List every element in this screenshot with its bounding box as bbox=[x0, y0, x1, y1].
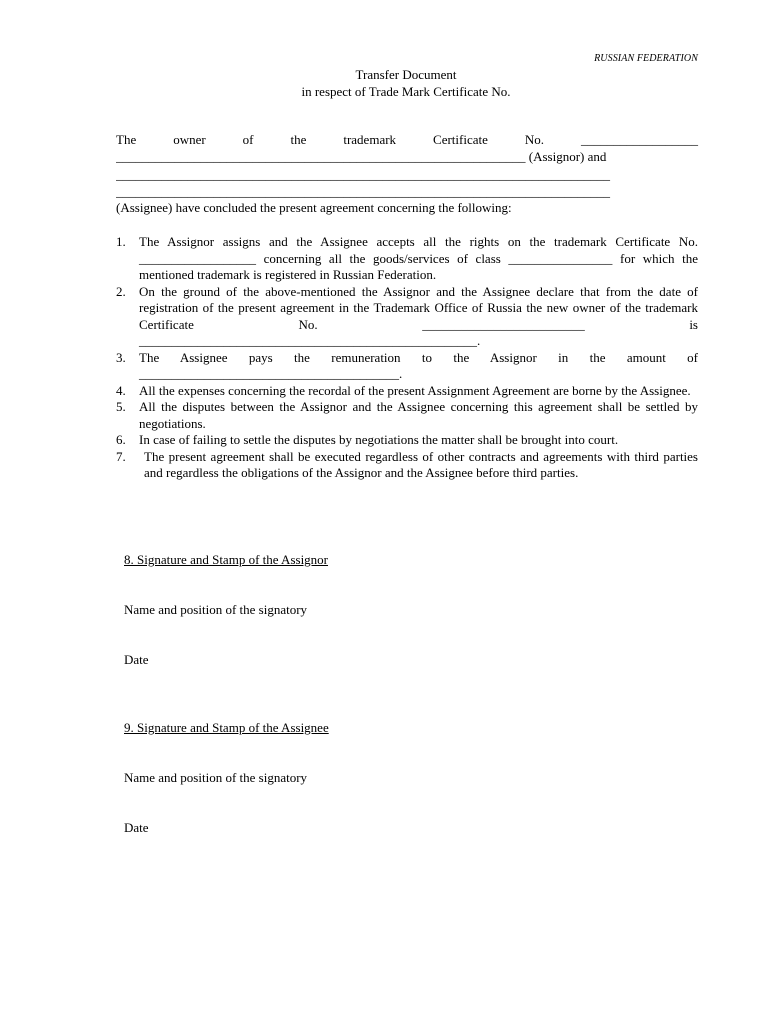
document-title bbox=[0, 66, 770, 100]
assignor-date-label: Date bbox=[124, 652, 149, 667]
clause-text: The Assignee pays the remuneration to the Assignor in the amount of ________________________________________. bbox=[139, 349, 698, 381]
intro-line-3: ____________________________________________________________________________ bbox=[116, 167, 610, 182]
clause-3 bbox=[116, 350, 698, 383]
clause-text: On the ground of the above-mentioned the Assignor and the Assignee declare that from the date of registration of the present agreement in the Trademark Office of Russia the new owner of the trademark Certificate No. _________________________ is ____________________________________________________. bbox=[139, 283, 698, 348]
clause-6 bbox=[116, 432, 698, 449]
clause-text: All the disputes between the Assignor and the Assignee concerning this agreement shall be settled by negotiations. bbox=[139, 399, 698, 431]
clause-1 bbox=[116, 234, 698, 284]
clause-text: All the expenses concerning the recordal of the present Assignment Agreement are borne by the Assignee. bbox=[139, 382, 691, 398]
clauses-list bbox=[116, 234, 698, 482]
intro-line-2: _______________________________________________________________ (Assignor) and bbox=[116, 149, 607, 164]
clause-number: 6. bbox=[116, 432, 126, 447]
clause-text: In case of failing to settle the disputes by negotiations the matter shall be brought into court. bbox=[139, 432, 619, 447]
clause-4 bbox=[116, 383, 698, 400]
clause-number: 1. bbox=[116, 234, 126, 249]
assignee-date-label: Date bbox=[124, 820, 149, 835]
clause-text: The present agreement shall be executed regardless of other contracts and agreements with third parties and regardless the obligations of the Assignor and the Assignee before third parties. bbox=[144, 448, 698, 480]
clause-number: 2. bbox=[116, 283, 126, 299]
assignee-name-label: Name and position of the signatory bbox=[124, 770, 308, 785]
assignee-signature-heading: 9. Signature and Stamp of the Assignee bbox=[124, 720, 329, 735]
intro-line-4: ____________________________________________________________________________ bbox=[116, 184, 610, 199]
clause-number: 5. bbox=[116, 399, 126, 414]
intro-line-5: (Assignee) have concluded the present agreement concerning the following: bbox=[116, 200, 512, 215]
clause-text: The Assignor assigns and the Assignee accepts all the rights on the trademark Certificate No. __________________ concerning all the goods/services of class ________________ for which the mentioned trademark is registered in Russian Federation. bbox=[139, 234, 698, 282]
intro-line-1: The owner of the trademark Certificate No. __________________ bbox=[116, 132, 698, 147]
clause-5 bbox=[116, 399, 698, 432]
assignor-signature-heading: 8. Signature and Stamp of the Assignor bbox=[124, 552, 329, 567]
assignor-name-label: Name and position of the signatory bbox=[124, 602, 308, 617]
title-line-2: in respect of Trade Mark Certificate No. bbox=[301, 84, 511, 99]
title-line-1: Transfer Document bbox=[355, 67, 457, 82]
country-label: RUSSIAN FEDERATION bbox=[594, 53, 698, 64]
clause-number: 3. bbox=[116, 349, 126, 365]
clause-2 bbox=[116, 284, 698, 350]
clause-7 bbox=[116, 449, 698, 482]
clause-number: 4. bbox=[116, 382, 126, 398]
clause-number: 7. bbox=[116, 448, 126, 464]
